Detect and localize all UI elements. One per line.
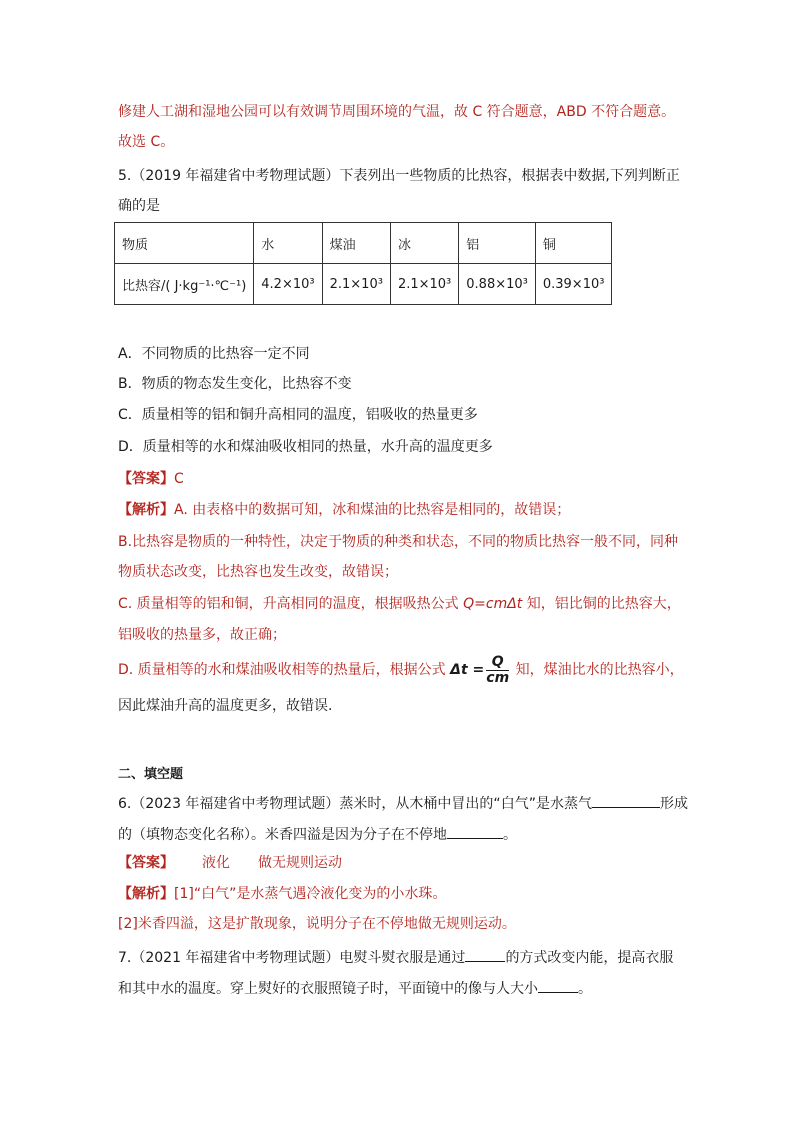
table-header-cell: 冰 (390, 223, 458, 264)
q5-stem-line-1: 5.（2019 年福建省中考物理试题）下表列出一些物质的比热容，根据表中数据,下列判断正 (118, 168, 680, 184)
q7-stem-line-2 (118, 977, 592, 999)
q5-option-d: D．质量相等的水和煤油吸收相同的热量，水升高的温度更多 (118, 439, 493, 455)
analysis-text: D. 质量相等的水和煤油吸收相等的热量后，根据公式 (118, 662, 451, 678)
q5-analysis-b-line-1: B.比热容是物质的一种特性，决定于物质的种类和状态，不同的物质比热容一般不同，同种 (118, 534, 679, 550)
q6-stem-line-1 (118, 792, 688, 814)
answer-blank (592, 792, 660, 808)
q5-analysis-a (118, 500, 570, 520)
q6-stem-text: 形成 (659, 796, 688, 812)
table-header-cell: 铜 (535, 223, 612, 264)
q5-option-c: C．质量相等的铝和铜升高相同的温度，铝吸收的热量更多 (118, 407, 478, 423)
table-header-cell: 水 (254, 223, 322, 264)
answer-value: C (174, 471, 184, 487)
q5-stem-line-2: 确的是 (118, 198, 160, 214)
q7-stem-line-1 (118, 946, 673, 968)
q5-analysis-c-line-2: 铝吸收的热量多，故正确； (118, 627, 286, 643)
answer-value: 做无规则运动 (258, 855, 342, 871)
analysis-text: C. 质量相等的铝和铜，升高相同的温度，根据吸热公式 (118, 596, 464, 612)
analysis-label: 【解析】 (118, 886, 174, 902)
table-cell: 2.1×10³ (322, 264, 390, 305)
heat-formula: Q=cmΔt (463, 596, 523, 612)
formula-lhs: Δt = (450, 662, 485, 678)
analysis-text: [1]“白气”是水蒸气遇冷液化变为的小水珠。 (174, 886, 447, 902)
answer-blank (465, 946, 505, 962)
q5-analysis-c-line-1 (118, 594, 681, 614)
q6-analysis-line-1 (118, 884, 446, 904)
answer-value: 液化 (202, 855, 230, 871)
q5-option-a: A．不同物质的比热容一定不同 (118, 346, 310, 362)
answer-blank (538, 977, 578, 993)
table-header-cell: 铝 (459, 223, 536, 264)
answer-blank (447, 823, 503, 839)
table-header-row (115, 223, 612, 264)
specific-heat-table (114, 222, 612, 305)
q5-option-b: B．物质的物态发生变化，比热容不变 (118, 376, 352, 392)
formula-fraction (486, 655, 509, 686)
q6-stem-line-2 (118, 823, 517, 845)
q5-answer (118, 469, 184, 489)
fraction-numerator: Q (486, 655, 509, 671)
q6-stem-text: 6.（2023 年福建省中考物理试题）蒸米时，从木桶中冒出的“白气”是水蒸气 (118, 796, 592, 812)
q5-analysis-d-line-1 (118, 654, 684, 686)
q6-stem-text: 。 (503, 827, 517, 843)
q7-stem-text: 的方式改变内能，提高衣服 (505, 950, 674, 966)
analysis-text: 知，煤油比水的比热容小， (511, 662, 684, 678)
table-cell: 4.2×10³ (254, 264, 322, 305)
q7-stem-text: 。 (578, 981, 592, 997)
table-cell: 0.39×10³ (535, 264, 612, 305)
answer-label: 【答案】 (118, 471, 174, 487)
table-row (115, 264, 612, 305)
q6-analysis-line-2: [2]米香四溢，这是扩散现象，说明分子在不停地做无规则运动。 (118, 916, 516, 932)
previous-analysis-line-1: 修建人工湖和湿地公园可以有效调节周围环境的气温，故 C 符合题意，ABD 不符合题意。 (118, 104, 676, 120)
analysis-label: 【解析】 (118, 502, 174, 518)
fraction-denominator: cm (486, 669, 510, 686)
q5-analysis-d-line-2: 因此煤油升高的温度更多，故错误. (118, 698, 333, 714)
table-row-label: 比热容/( J·kg⁻¹·℃⁻¹) (115, 264, 254, 305)
table-cell: 2.1×10³ (390, 264, 458, 305)
table-cell: 0.88×10³ (459, 264, 536, 305)
q6-stem-text: 的（填物态变化名称）。米香四溢是因为分子在不停地 (118, 827, 447, 843)
q7-stem-text: 7.（2021 年福建省中考物理试题）电熨斗熨衣服是通过 (118, 950, 466, 966)
q7-stem-text: 和其中水的温度。穿上熨好的衣服照镜子时，平面镜中的像与人大小 (118, 981, 538, 997)
previous-analysis-line-2: 故选 C。 (118, 134, 175, 150)
table-header-cell: 物质 (115, 223, 254, 264)
q5-analysis-b-line-2: 物质状态改变，比热容也发生改变，故错误； (118, 564, 398, 580)
section-title: 二、填空题 (118, 767, 184, 782)
q6-answer (118, 853, 342, 873)
analysis-text: 知，铝比铜的比热容大， (522, 596, 681, 612)
analysis-text: A. 由表格中的数据可知，冰和煤油的比热容是相同的，故错误； (174, 502, 571, 518)
table-header-cell: 煤油 (322, 223, 390, 264)
answer-label: 【答案】 (118, 855, 174, 871)
